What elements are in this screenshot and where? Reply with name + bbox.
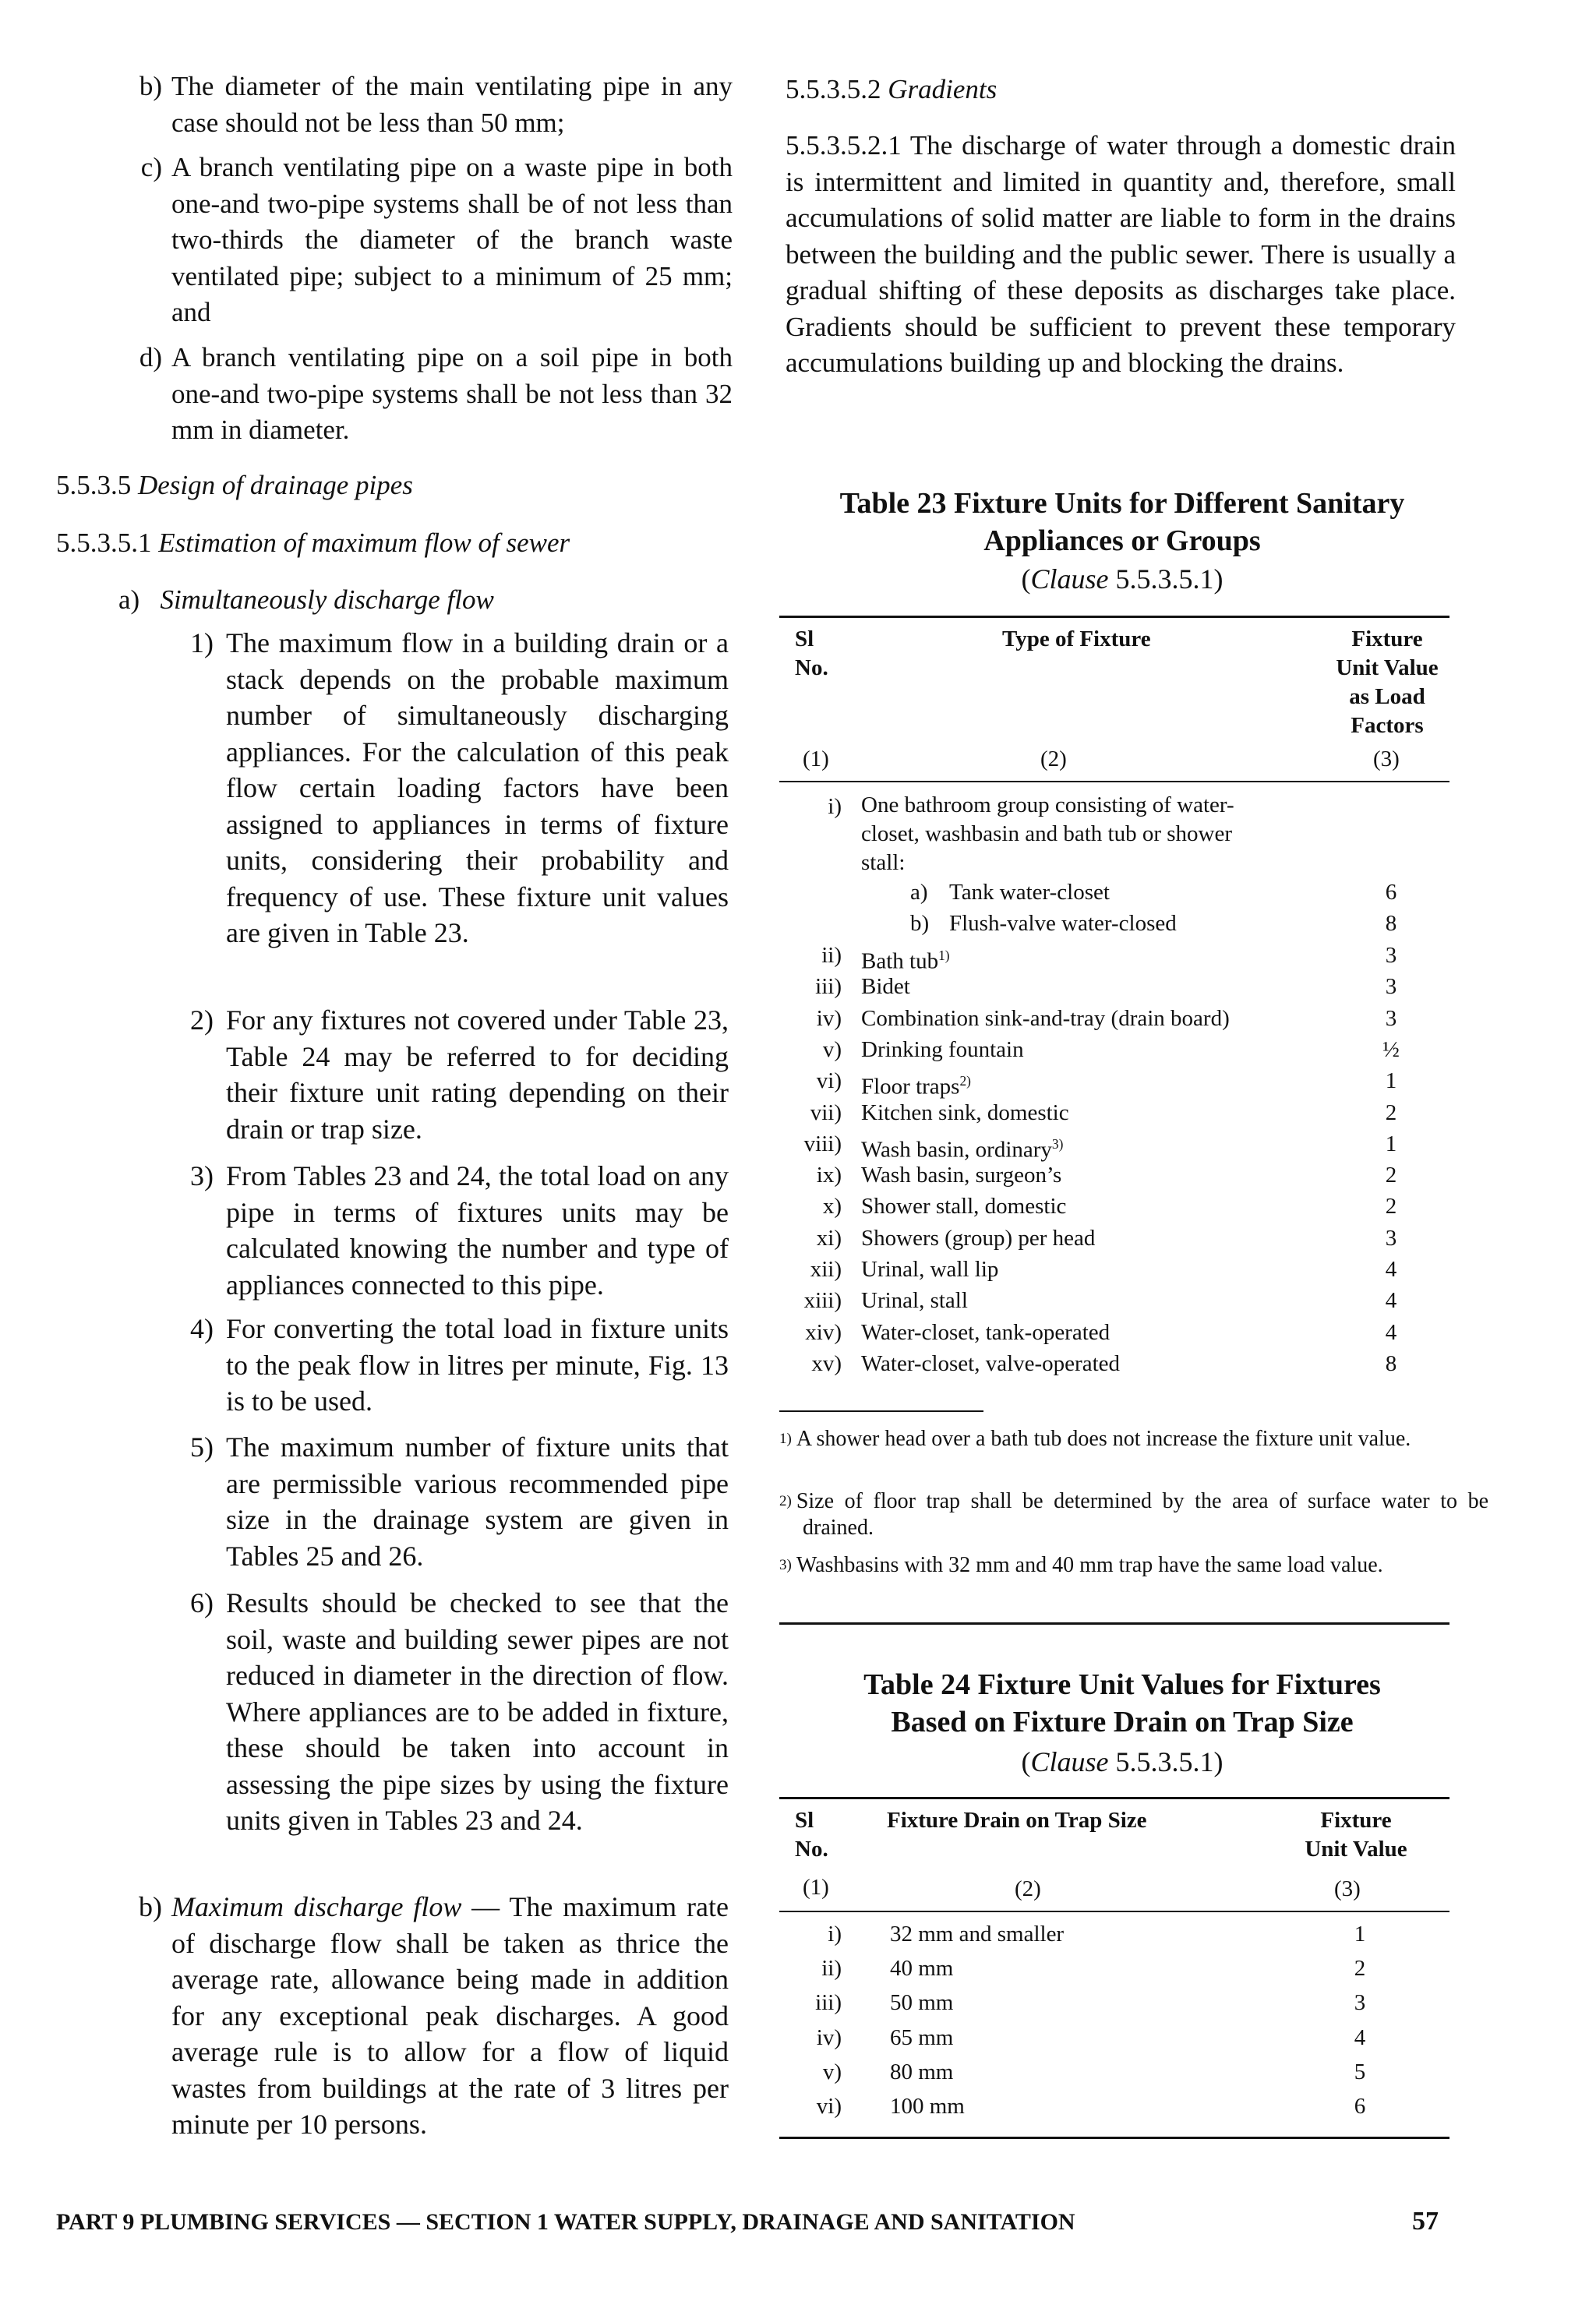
row-number: iv) — [816, 1005, 842, 1031]
footnote-separator — [779, 1410, 983, 1412]
table-row — [779, 1003, 1449, 1034]
list-item — [190, 1002, 729, 1147]
section-title: Design of drainage pipes — [138, 470, 413, 500]
table24-title-line1: Table 24 Fixture Unit Values for Fixtures — [863, 1668, 1381, 1701]
table23-colnum: (3) — [1373, 747, 1400, 771]
table24-top-rule — [779, 1797, 1449, 1799]
table23-top-rule — [779, 616, 1449, 618]
table23-title-line2: Appliances or Groups — [983, 524, 1261, 557]
table24-col2-header: Fixture Drain on Trap Size — [887, 1808, 1147, 1833]
row-text: Showers (group) per head — [861, 1225, 1096, 1251]
row-text: 65 mm — [890, 2024, 954, 2050]
subsection-title: Estimation of maximum flow of sewer — [158, 528, 570, 558]
row-text: Urinal, wall lip — [861, 1257, 999, 1282]
header-line: Fixture — [1320, 1808, 1392, 1833]
table-row — [779, 1987, 1449, 2021]
list-text: For converting the total load in fixture units to the peak flow in litres per minute, Fig. 13 is to be used. — [226, 1313, 729, 1417]
row-number: ii) — [821, 1956, 842, 1982]
clause-a-heading — [118, 582, 494, 618]
list-text: A branch ventilating pipe on a waste pipe in both one-and two-pipe systems shall be of not less than two-thirds the diameter of the branch waste ventilated pipe; subject to a minimum of 25 mm; and — [171, 152, 733, 327]
row-value: 1 — [1385, 1131, 1397, 1156]
row-number: iii) — [815, 974, 842, 1000]
clause-title: Simultaneously discharge flow — [160, 584, 494, 615]
table-row — [779, 940, 1449, 974]
subrow-marker: b) — [910, 911, 930, 936]
row-number: vi) — [816, 2094, 842, 2119]
list-text: For any fixtures not covered under Table 23, Table 24 may be referred to for deciding their fixture unit rating depending on their drain or trap size. — [226, 1004, 729, 1145]
header-line: as Load — [1349, 684, 1425, 709]
row-text: 50 mm — [890, 1990, 954, 2016]
row-text: 80 mm — [890, 2059, 954, 2084]
list-item — [140, 150, 733, 331]
row-value: 3 — [1354, 1990, 1366, 2016]
list-text: The maximum number of fixture units that are permissible various recommended pipe size in the drainage system are given in Tables 25 and 26. — [226, 1431, 729, 1572]
row-text-line: One bathroom group consisting of water- — [861, 792, 1234, 817]
clause-marker: a) — [118, 584, 140, 615]
row-text: Wash basin, surgeon’s — [861, 1163, 1062, 1188]
table-row — [779, 1254, 1449, 1285]
table24-title-line2: Based on Fixture Drain on Trap Size — [891, 1706, 1354, 1738]
header-line: No. — [795, 655, 828, 680]
clause-ref: 5.5.3.5.1 — [1115, 563, 1214, 595]
list-item — [190, 1585, 729, 1839]
list-marker: 6) — [190, 1587, 214, 1618]
row-value: 4 — [1385, 1257, 1397, 1282]
list-marker: d) — [139, 342, 162, 372]
table-row — [779, 791, 1449, 884]
subsection-heading — [56, 525, 570, 561]
section-heading — [56, 468, 413, 503]
header-line: Factors — [1351, 713, 1424, 738]
header-line: Sl — [795, 627, 814, 651]
section-number: 5.5.3.5 — [56, 470, 132, 500]
table23-clause: (Clause 5.5.3.5.1) — [1021, 563, 1223, 595]
table-row — [779, 2056, 1449, 2091]
table23-header-rule — [779, 781, 1449, 782]
table24-clause: (Clause 5.5.3.5.1) — [1021, 1746, 1223, 1777]
list-marker: c) — [140, 152, 162, 182]
list-marker: 1) — [190, 627, 214, 658]
row-number: v) — [822, 2059, 842, 2084]
row-number: ii) — [821, 943, 842, 968]
list-marker: 3) — [190, 1160, 214, 1191]
row-value: 2 — [1354, 1956, 1366, 1982]
table-row — [779, 1065, 1449, 1099]
table-row — [779, 1285, 1449, 1316]
list-item — [139, 340, 733, 449]
table24-col1-header — [795, 1806, 828, 1864]
row-value: 3 — [1385, 1005, 1397, 1031]
list-marker: 2) — [190, 1004, 214, 1036]
clause-text: — The maximum rate of discharge flow shall be taken as thrice the average rate, allowance being made in addition for any exceptional peak discharges. A good average rule is to allow for a flow of liquid wastes from buildings at the rate of 3 litres per minute per 10 persons. — [171, 1891, 729, 2140]
list-item — [190, 1429, 729, 1574]
row-value: 2 — [1385, 1163, 1397, 1188]
table-row — [779, 1317, 1449, 1348]
row-text: Bidet — [861, 974, 910, 1000]
gradients-paragraph — [786, 128, 1456, 382]
table23-col3-header — [1309, 625, 1465, 740]
row-text: Water-closet, valve-operated — [861, 1350, 1121, 1376]
row-number: vi) — [816, 1068, 842, 1094]
clause-word: Clause — [1030, 1746, 1109, 1777]
table-row — [779, 1160, 1449, 1191]
table23-col2-header: Type of Fixture — [1002, 627, 1151, 651]
row-value: 2 — [1385, 1099, 1397, 1125]
row-number: v) — [822, 1036, 842, 1062]
row-value: 5 — [1354, 2059, 1366, 2084]
footnote-text: Washbasins with 32 mm and 40 mm trap have the same load value. — [796, 1553, 1383, 1577]
clause-ref: 5.5.3.5.1 — [1115, 1746, 1214, 1777]
list-text: The diameter of the main ventilating pipe in any case should not be less than 50 mm; — [171, 71, 733, 138]
header-line: Unit Value — [1336, 655, 1439, 680]
table-row — [779, 1223, 1449, 1254]
row-number: xv) — [811, 1350, 842, 1376]
footnote-marker: 3) — [779, 1557, 792, 1573]
row-value: 4 — [1385, 1288, 1397, 1314]
row-number: ix) — [816, 1163, 842, 1188]
row-text: Urinal, stall — [861, 1288, 968, 1314]
list-text: Results should be checked to see that the soil, waste and building sewer pipes are not reduced in diameter in the direction of flow. Where appliances are to be added in fixture, these should be taken into account in assessing the pipe sizes by using the fixture units given in Tables 23 and 24. — [226, 1587, 729, 1836]
subrow-value: 8 — [1385, 911, 1397, 936]
table-row — [779, 1034, 1449, 1065]
header-line: Fixture — [1351, 627, 1423, 651]
table24-header-rule — [779, 1911, 1449, 1912]
list-text: From Tables 23 and 24, the total load on any pipe in terms of fixtures units may be calculated knowing the number and type of appliances connected to this pipe. — [226, 1160, 729, 1301]
table-row — [779, 2091, 1449, 2125]
page-number: 57 — [1412, 2207, 1439, 2236]
list-item — [190, 1311, 729, 1420]
list-marker: b) — [139, 71, 162, 101]
paragraph-text: The discharge of water through a domestic drain is intermittent and limited in quantity and, therefore, small accumulations of solid matter are liable to form in the drains between the building and the public sewer. There is usually a gradual shifting of these deposits as discharges take place. Gradients should be sufficient to prevent these temporary accumulations building up and blocking the drains. — [786, 130, 1456, 378]
row-text-line: stall: — [861, 850, 906, 875]
row-value: 4 — [1385, 1319, 1397, 1345]
row-value: 1 — [1385, 1068, 1397, 1094]
subsection-number: 5.5.3.5.1 — [56, 528, 152, 558]
table24-colnum: (2) — [1015, 1876, 1041, 1901]
table-row — [779, 1348, 1449, 1379]
table-row — [779, 1953, 1449, 1987]
row-value: ½ — [1382, 1036, 1400, 1062]
row-number: i) — [828, 794, 842, 819]
row-text: 32 mm and smaller — [890, 1922, 1065, 1947]
table-row — [779, 1918, 1449, 1953]
row-number: x) — [822, 1194, 842, 1220]
subrow-marker: a) — [910, 880, 928, 905]
row-text: Bath tub$^{1)}$ — [861, 948, 950, 974]
row-text: 40 mm — [890, 1956, 954, 1982]
table23-title-line1: Table 23 Fixture Units for Different Sanitary — [839, 487, 1405, 520]
row-number: vii) — [810, 1099, 842, 1125]
list-text: A branch ventilating pipe on a soil pipe in both one-and two-pipe systems shall be not less than 32 mm in diameter. — [171, 342, 733, 445]
row-number: i) — [828, 1922, 842, 1947]
row-text: 100 mm — [890, 2094, 965, 2119]
clause-b — [139, 1889, 729, 2143]
footnote — [779, 1426, 1488, 1452]
table23-bottom-rule — [779, 1622, 1449, 1625]
list-marker: 5) — [190, 1431, 214, 1463]
row-text: Shower stall, domestic — [861, 1194, 1067, 1220]
row-text: Water-closet, tank-operated — [861, 1319, 1110, 1345]
table-row — [779, 1128, 1449, 1163]
paragraph-number: 5.5.3.5.2.1 — [786, 130, 902, 161]
table-row — [779, 1191, 1449, 1222]
footnote-ref: 3) — [1051, 1135, 1064, 1152]
section-title: Gradients — [888, 74, 998, 104]
footnote-text: A shower head over a bath tub does not increase the fixture unit value. — [796, 1427, 1411, 1451]
header-line: Sl — [795, 1808, 814, 1833]
table23-colnum: (1) — [803, 747, 829, 771]
row-value: 1 — [1354, 1922, 1366, 1947]
list-item — [139, 69, 733, 141]
row-text: Floor traps$^{2)}$ — [861, 1073, 971, 1099]
footnote-ref: 2) — [959, 1073, 971, 1089]
footnote-text: Size of floor trap shall be determined by the area of surface water to be drained. — [796, 1489, 1488, 1540]
section-number: 5.5.3.5.2 — [786, 74, 881, 104]
list-item — [190, 1158, 729, 1303]
table-subrow — [779, 908, 1449, 939]
table24-colnum: (3) — [1334, 1876, 1361, 1901]
list-text: The maximum flow in a building drain or a stack depends on the probable maximum number of simultaneously discharging appliances. For the calculation of this peak flow certain loading factors have been assigned to appliances in terms of fixture units, considering their probability and frequency of use. These fixture unit values are given in Table 23. — [226, 627, 729, 948]
clause-word: Clause — [1030, 563, 1109, 595]
table23-colnum: (2) — [1040, 747, 1067, 771]
subrow-text: Tank water-closet — [949, 880, 1110, 905]
table-row — [779, 971, 1449, 1002]
row-number: iii) — [815, 1990, 842, 2016]
table-row — [779, 1097, 1449, 1128]
table-row — [779, 2022, 1449, 2056]
gradients-heading — [786, 72, 997, 108]
row-text: Kitchen sink, domestic — [861, 1099, 1069, 1125]
row-text: Wash basin, ordinary$^{3)}$ — [861, 1135, 1064, 1163]
page-footer: PART 9 PLUMBING SERVICES — SECTION 1 WATER SUPPLY, DRAINAGE AND SANITATION — [56, 2209, 1075, 2235]
row-value: 2 — [1385, 1194, 1397, 1220]
table23-title — [779, 485, 1465, 559]
footnote — [779, 1488, 1488, 1541]
footnote — [779, 1552, 1488, 1579]
row-value: 3 — [1385, 974, 1397, 1000]
row-number: xiii) — [803, 1288, 842, 1314]
table-subrow — [779, 877, 1449, 908]
row-text: Drinking fountain — [861, 1036, 1024, 1062]
row-number: xii) — [810, 1257, 842, 1282]
row-value: 3 — [1385, 1225, 1397, 1251]
table23-col1-header — [795, 625, 828, 683]
row-value: 4 — [1354, 2024, 1366, 2050]
row-text — [861, 791, 1234, 877]
header-line: No. — [795, 1837, 828, 1862]
list-marker: 4) — [190, 1313, 214, 1344]
row-number: xi) — [816, 1225, 842, 1251]
row-number: viii) — [803, 1131, 842, 1156]
table24-colnum: (1) — [803, 1875, 829, 1900]
row-number: xiv) — [805, 1319, 842, 1345]
table24-bottom-rule — [779, 2137, 1449, 2139]
row-value: 8 — [1385, 1350, 1397, 1376]
row-value: 6 — [1354, 2094, 1366, 2119]
subrow-text: Flush-valve water-closed — [949, 911, 1177, 936]
clause-title: Maximum discharge flow — [171, 1891, 462, 1922]
row-text: Combination sink-and-tray (drain board) — [861, 1005, 1230, 1031]
footnote-marker: 1) — [779, 1431, 792, 1447]
row-number: iv) — [816, 2024, 842, 2050]
subrow-value: 6 — [1385, 880, 1397, 905]
list-marker: b) — [139, 1891, 162, 1922]
list-item — [190, 625, 729, 951]
row-value: 3 — [1385, 943, 1397, 968]
footnote-ref: 1) — [938, 948, 950, 963]
table24-title — [779, 1666, 1465, 1741]
table24-col3-header — [1278, 1806, 1434, 1864]
header-line: Unit Value — [1305, 1837, 1407, 1862]
footnote-marker: 2) — [779, 1493, 792, 1509]
row-text-line: closet, washbasin and bath tub or shower — [861, 821, 1232, 846]
